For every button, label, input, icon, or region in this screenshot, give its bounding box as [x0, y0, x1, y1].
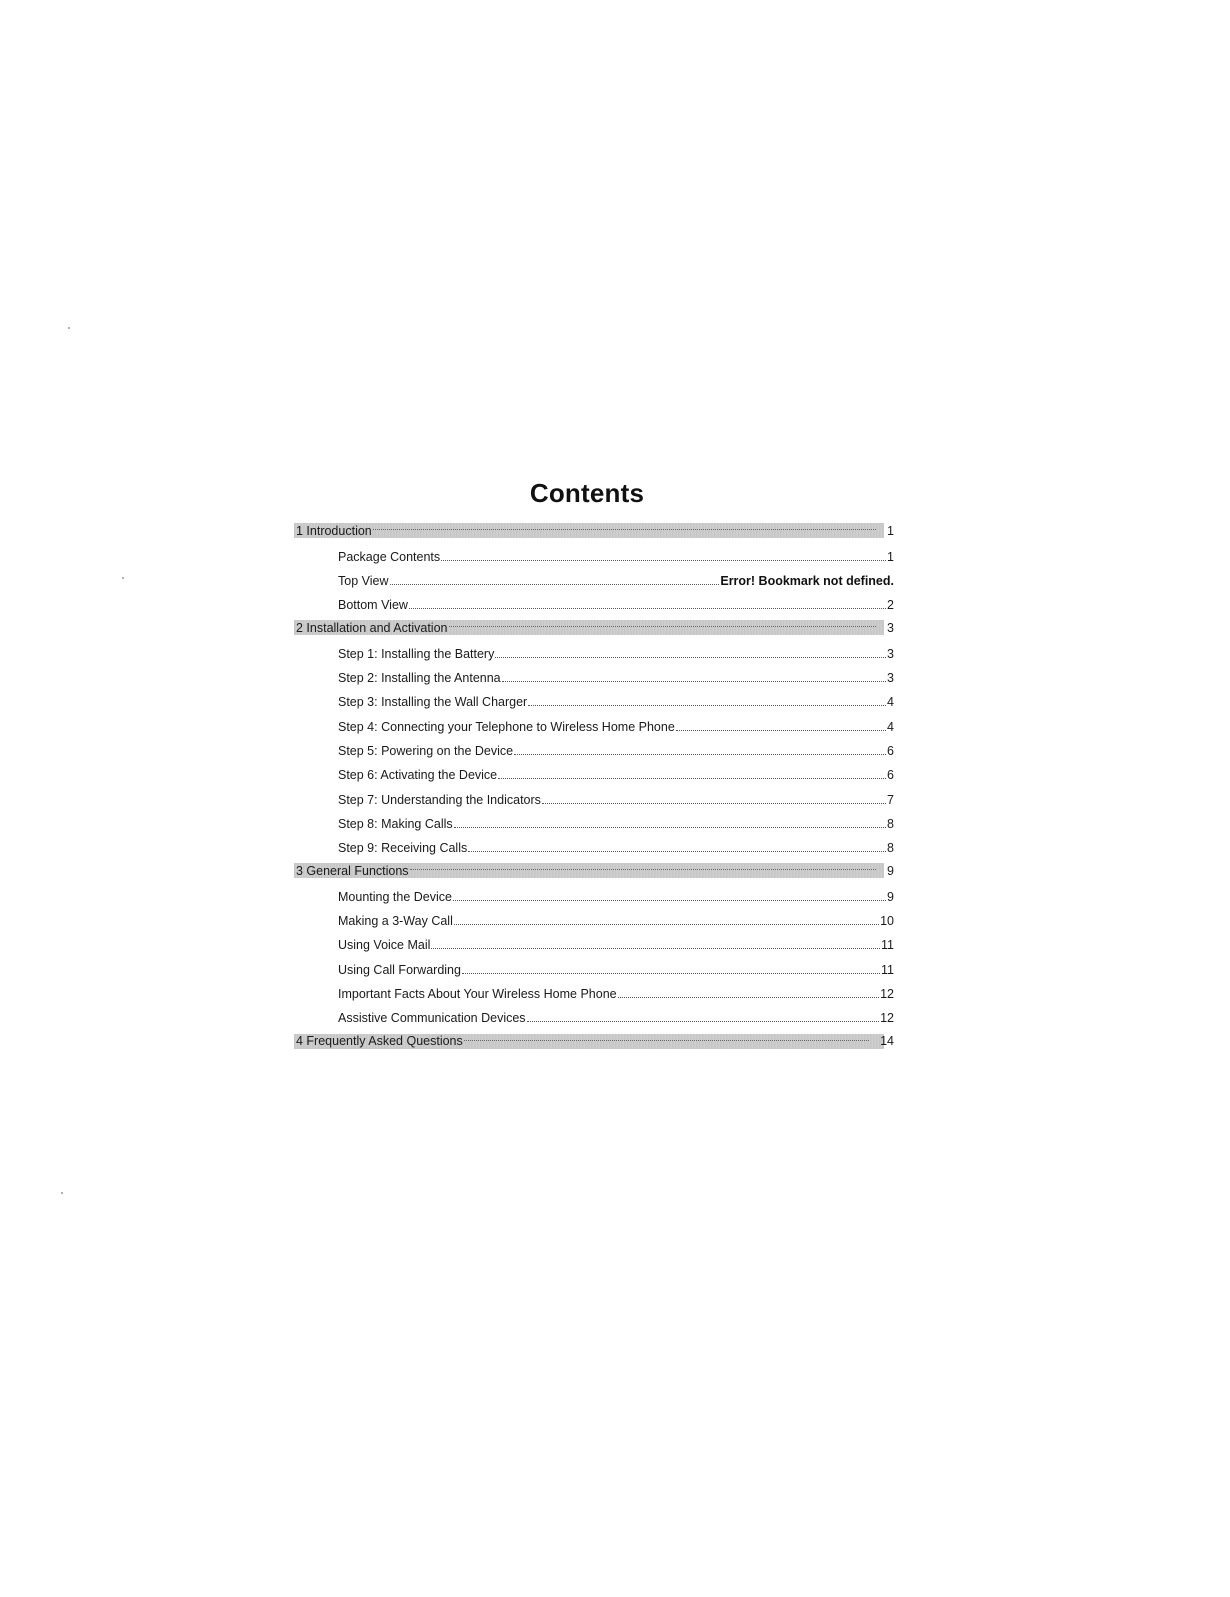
toc-entry-line — [338, 938, 894, 955]
dot-leader — [453, 900, 886, 901]
dot-leader — [390, 584, 720, 585]
toc-section-entry[interactable] — [294, 712, 894, 736]
toc-page-number: 12 — [880, 1011, 894, 1026]
table-of-contents — [294, 518, 894, 1053]
toc-entry-line — [338, 987, 894, 1004]
toc-entry-line — [338, 1011, 894, 1028]
scan-speck — [122, 577, 124, 579]
dot-leader — [410, 869, 876, 870]
toc-entry-label: Step 1: Installing the Battery — [338, 646, 495, 661]
toc-entry-label: 2 Installation and Activation — [296, 620, 448, 635]
toc-chapter-entry[interactable] — [294, 858, 894, 882]
toc-page-number: 10 — [880, 914, 894, 929]
scan-speck — [68, 327, 70, 329]
toc-entry-line — [338, 841, 894, 858]
toc-entry-label: Step 5: Powering on the Device — [338, 743, 514, 758]
dot-leader — [409, 608, 886, 609]
toc-section-entry[interactable] — [294, 1004, 894, 1028]
dot-leader — [449, 626, 877, 627]
toc-page-number: 1 — [887, 523, 894, 538]
toc-entry-label: Step 8: Making Calls — [338, 816, 453, 831]
dot-leader — [498, 778, 886, 779]
toc-entry-line — [338, 695, 894, 712]
toc-section-entry[interactable] — [294, 931, 894, 955]
dot-leader — [618, 997, 879, 998]
toc-entry-line — [294, 523, 894, 538]
toc-page-number: 3 — [887, 620, 894, 635]
toc-entry-label: Step 7: Understanding the Indicators — [338, 792, 541, 807]
toc-section-entry[interactable] — [294, 980, 894, 1004]
dot-leader — [527, 1021, 880, 1022]
toc-entry-line — [338, 768, 894, 785]
toc-page-number: Error! Bookmark not defined. — [720, 573, 894, 588]
toc-entry-line — [294, 1034, 894, 1049]
dot-leader — [454, 827, 886, 828]
toc-entry-label: 3 General Functions — [296, 863, 409, 878]
toc-entry-line — [338, 793, 894, 810]
toc-page-number: 9 — [887, 863, 894, 878]
toc-section-entry[interactable] — [294, 882, 894, 906]
toc-entry-line — [338, 914, 894, 931]
toc-section-entry[interactable] — [294, 907, 894, 931]
toc-entry-label: Step 2: Installing the Antenna — [338, 671, 501, 686]
toc-section-entry[interactable] — [294, 834, 894, 858]
toc-section-entry[interactable] — [294, 542, 894, 566]
toc-entry-label: Assistive Communication Devices — [338, 1011, 526, 1026]
toc-entry-label: Step 4: Connecting your Telephone to Wireless Home Phone — [338, 719, 675, 734]
toc-page-number: 6 — [887, 743, 894, 758]
toc-entry-line — [294, 863, 894, 878]
toc-page-number: 8 — [887, 841, 894, 856]
toc-entry-line — [338, 720, 894, 737]
toc-chapter-entry[interactable] — [294, 615, 894, 639]
toc-section-entry[interactable] — [294, 785, 894, 809]
toc-entry-label: Step 6: Activating the Device — [338, 768, 498, 783]
toc-entry-label: Top View — [338, 573, 389, 588]
dot-leader — [528, 705, 886, 706]
toc-entry-line — [338, 963, 894, 980]
toc-entry-label: Bottom View — [338, 598, 408, 613]
dot-leader — [468, 851, 886, 852]
dot-leader — [373, 529, 876, 530]
dot-leader — [454, 924, 879, 925]
toc-page-number: 14 — [880, 1034, 894, 1049]
toc-entry-label: Using Call Forwarding — [338, 962, 461, 977]
dot-leader — [542, 803, 886, 804]
toc-entry-line — [338, 890, 894, 907]
toc-page-number: 2 — [887, 598, 894, 613]
toc-page-number: 1 — [887, 549, 894, 564]
dot-leader — [514, 754, 886, 755]
toc-chapter-entry[interactable] — [294, 518, 894, 542]
toc-section-entry[interactable] — [294, 737, 894, 761]
toc-entry-line — [338, 574, 894, 591]
toc-section-entry[interactable] — [294, 688, 894, 712]
toc-entry-label: Mounting the Device — [338, 889, 452, 904]
toc-entry-line — [338, 598, 894, 615]
toc-chapter-entry[interactable] — [294, 1028, 894, 1052]
toc-entry-line — [338, 671, 894, 688]
toc-entry-label: Step 9: Receiving Calls — [338, 841, 468, 856]
toc-entry-label: Making a 3-Way Call — [338, 914, 453, 929]
dot-leader — [431, 948, 880, 949]
toc-section-entry[interactable] — [294, 664, 894, 688]
toc-section-entry[interactable] — [294, 810, 894, 834]
toc-entry-label: Package Contents — [338, 549, 441, 564]
scan-speck — [61, 1192, 63, 1194]
toc-page-number: 7 — [887, 792, 894, 807]
toc-entry-line — [338, 550, 894, 567]
toc-entry-line — [338, 817, 894, 834]
dot-leader — [502, 681, 886, 682]
toc-entry-label: 1 Introduction — [296, 523, 372, 538]
toc-section-entry[interactable] — [294, 591, 894, 615]
toc-page-number: 8 — [887, 816, 894, 831]
dot-leader — [462, 973, 880, 974]
toc-section-entry[interactable] — [294, 567, 894, 591]
toc-page-number: 6 — [887, 768, 894, 783]
toc-entry-label: Using Voice Mail — [338, 938, 431, 953]
toc-entry-line — [338, 744, 894, 761]
toc-page-number: 11 — [881, 938, 894, 953]
dot-leader — [495, 657, 886, 658]
toc-section-entry[interactable] — [294, 955, 894, 979]
toc-section-entry[interactable] — [294, 639, 894, 663]
toc-section-entry[interactable] — [294, 761, 894, 785]
dot-leader — [441, 560, 886, 561]
toc-page-number: 12 — [880, 986, 894, 1001]
toc-entry-label: Step 3: Installing the Wall Charger — [338, 695, 528, 710]
dot-leader — [464, 1040, 869, 1041]
toc-page-number: 4 — [887, 719, 894, 734]
dot-leader — [676, 730, 886, 731]
toc-entry-line — [294, 620, 894, 635]
toc-page-number: 11 — [881, 962, 894, 977]
toc-entry-label: 4 Frequently Asked Questions — [296, 1034, 463, 1049]
toc-entry-label: Important Facts About Your Wireless Home Phone — [338, 986, 617, 1001]
toc-page-number: 9 — [887, 889, 894, 904]
toc-page-number: 3 — [887, 671, 894, 686]
toc-entry-line — [338, 647, 894, 664]
toc-page-number: 4 — [887, 695, 894, 710]
toc-page-number: 3 — [887, 646, 894, 661]
page-title: Contents — [529, 478, 645, 508]
